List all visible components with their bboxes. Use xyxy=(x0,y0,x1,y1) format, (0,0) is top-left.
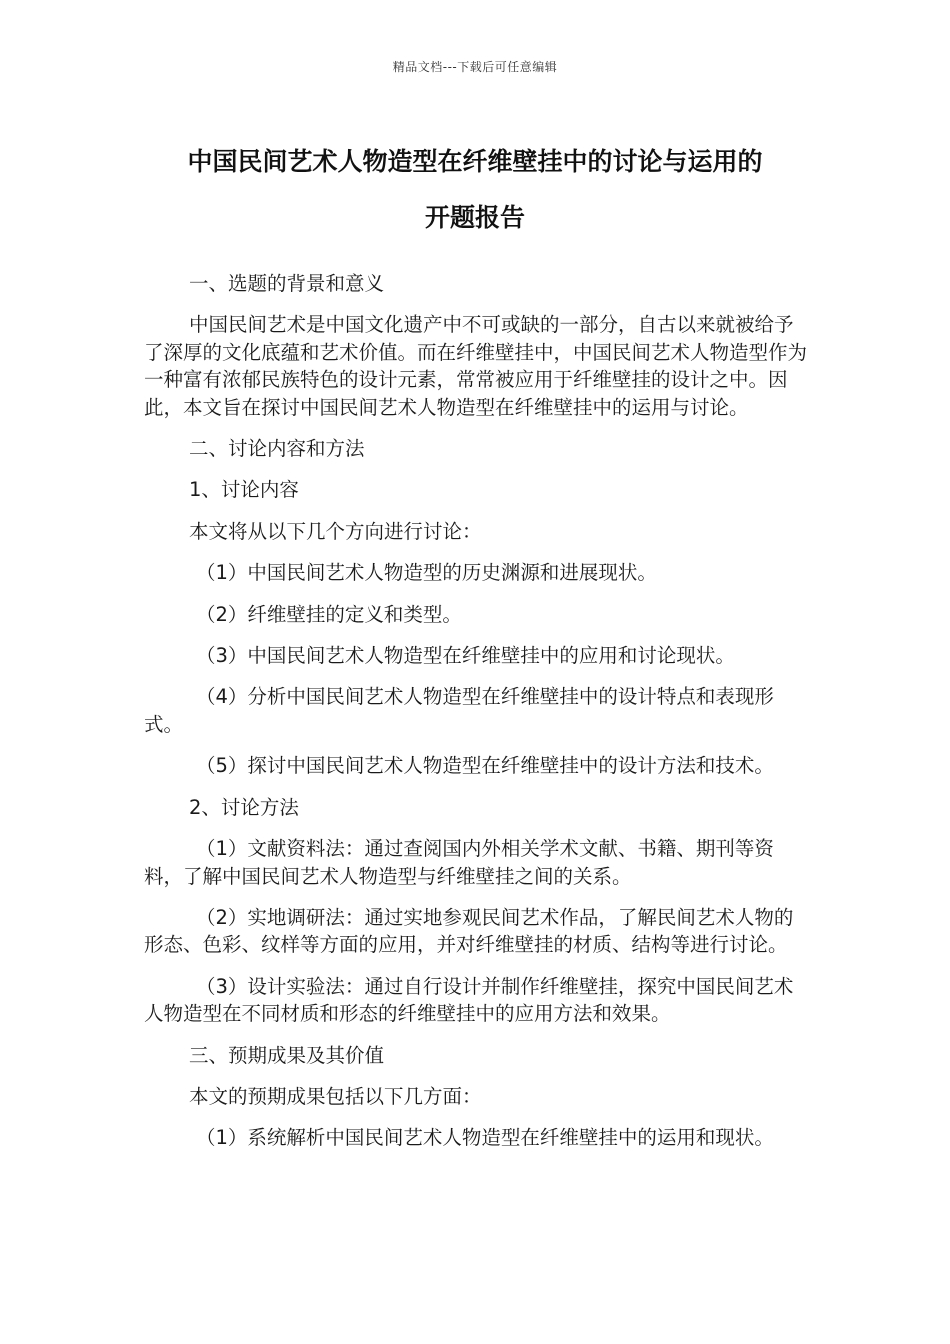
header-note: 精品文档---下载后可任意编辑 xyxy=(392,60,558,74)
list-item: （1）中国民间艺术人物造型的历史渊源和进展现状。 xyxy=(196,561,657,585)
list-item: （1）系统解析中国民间艺术人物造型在纤维壁挂中的运用和现状。 xyxy=(196,1126,774,1150)
section-1-heading: 一、选题的背景和意义 xyxy=(189,272,385,295)
section-2-heading: 二、讨论内容和方法 xyxy=(189,437,365,461)
list-item: （4）分析中国民间艺术人物造型在纤维壁挂中的设计特点和表现形式。 xyxy=(144,685,774,736)
title-line-1: 中国民间艺术人物造型在纤维壁挂中的讨论与运用的 xyxy=(187,147,763,176)
list-item: （5）探讨中国民间艺术人物造型在纤维壁挂中的设计方法和技术。 xyxy=(196,754,774,778)
method-item: （1）文献资料法：通过查阅国内外相关学术文献、书籍、期刊等资料，了解中国民间艺术人物造型与纤维壁挂之间的关系。 xyxy=(144,837,774,888)
section-2-subheading-2: 2、讨论方法 xyxy=(189,795,299,819)
method-item: （2）实地调研法：通过实地参观民间艺术作品，了解民间艺术人物的形态、色彩、纹样等方面的应用，并对纤维壁挂的材质、结构等进行讨论。 xyxy=(144,905,794,957)
page-title xyxy=(120,134,830,246)
method-item: （3）设计实验法：通过自行设计并制作纤维壁挂，探究中国民间艺术人物造型在不同材质和形态的纤维壁挂中的应用方法和效果。 xyxy=(144,974,794,1026)
body-text xyxy=(144,270,808,1166)
section-3-heading: 三、预期成果及其价值 xyxy=(189,1043,385,1067)
title-line-2: 开题报告 xyxy=(424,203,525,232)
section-2-intro: 本文将从以下几个方向进行讨论： xyxy=(189,519,482,543)
list-item: （2）纤维壁挂的定义和类型。 xyxy=(196,602,462,626)
list-item: （3）中国民间艺术人物造型在纤维壁挂中的应用和讨论现状。 xyxy=(196,644,735,668)
section-2-subheading-1: 1、讨论内容 xyxy=(189,478,299,502)
section-1-paragraph: 中国民间艺术是中国文化遗产中不可或缺的一部分，自古以来就被给予了深厚的文化底蕴和艺术价值。而在纤维壁挂中，中国民间艺术人物造型作为一种富有浓郁民族特色的设计元素，常常被应用于纤维壁挂的设计之中。因此，本文旨在探讨中国民间艺术人物造型在纤维壁挂中的运用与讨论。 xyxy=(144,313,808,419)
section-3-intro: 本文的预期成果包括以下几方面： xyxy=(189,1084,482,1108)
